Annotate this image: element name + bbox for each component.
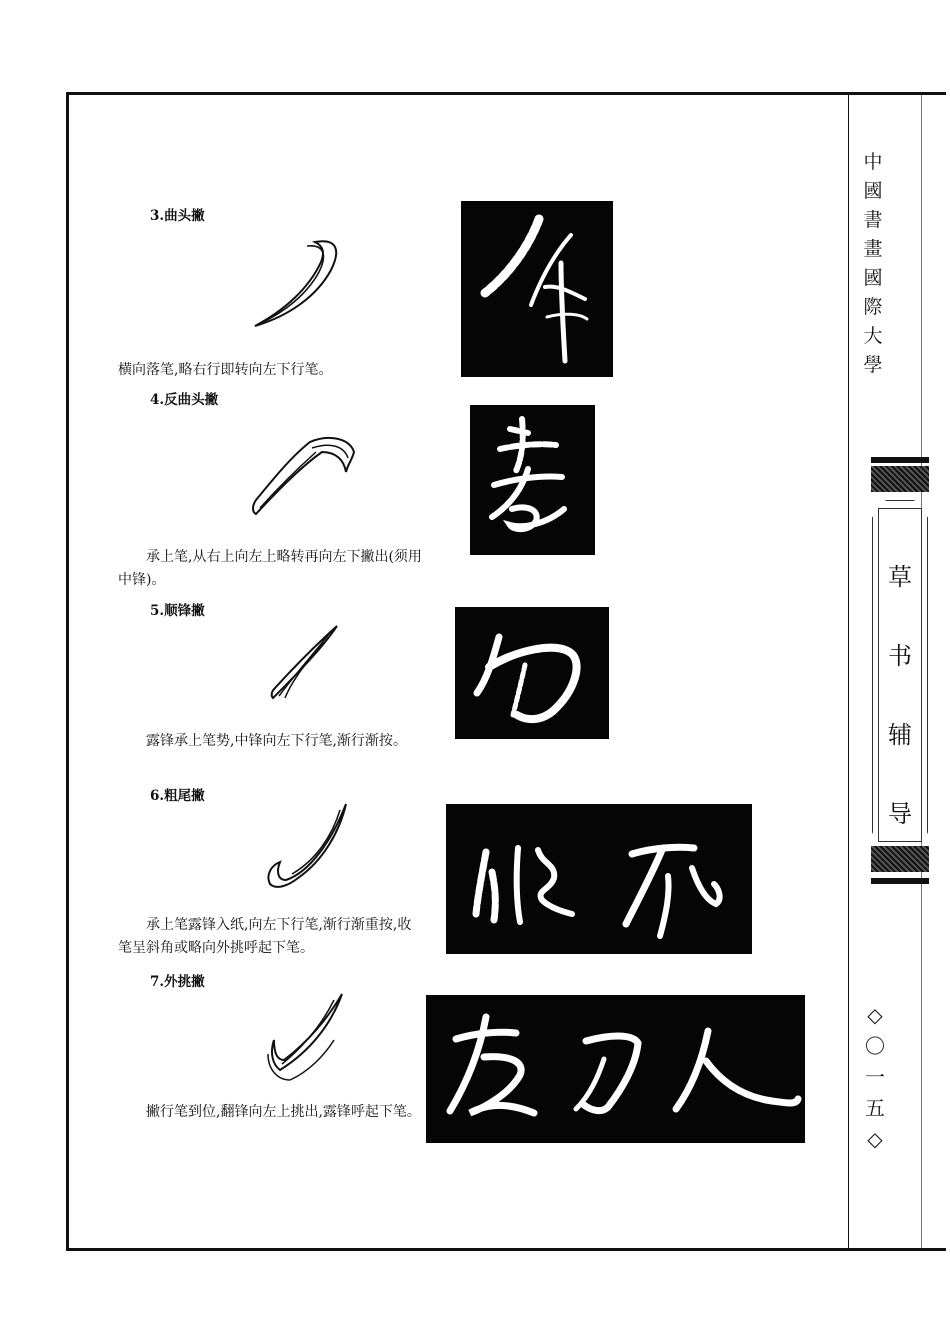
stroke-description: 露锋承上笔势,中锋向左下行笔,渐行渐按。	[146, 733, 407, 749]
series-title-char: 際	[863, 296, 883, 318]
stroke-description: 承上笔露锋入纸,向左下行笔,渐行渐重按,收笔呈斜角或略向外挑呼起下笔。	[118, 917, 412, 956]
series-title-char: 大	[863, 325, 883, 347]
calligraphy-sample-3	[455, 607, 609, 739]
page-number-ornament: ◇	[867, 1127, 883, 1151]
series-title-char: 學	[863, 354, 883, 376]
page-number-ornament: ◇	[867, 1003, 883, 1027]
calligraphy-sample-1	[461, 201, 613, 377]
stroke-diagram-smooth-tip	[265, 622, 345, 704]
section-title-char: 草	[888, 563, 912, 591]
stroke-diagram-curved-head	[245, 232, 345, 332]
stroke-heading: 4.反曲头撇	[150, 392, 219, 408]
section-title-char: 导	[888, 800, 912, 828]
section-title	[878, 538, 922, 854]
stroke-description: 横向落笔,略右行即转向左下行笔。	[118, 362, 333, 378]
ornament-band-bottom	[871, 878, 929, 884]
stroke-heading: 5.顺锋撇	[150, 603, 205, 619]
calligraphy-sample-4	[446, 804, 752, 954]
stroke-heading: 6.粗尾撇	[150, 788, 205, 804]
ornament-hatch-top	[871, 466, 929, 492]
stroke-heading: 3.曲头撇	[150, 208, 205, 224]
stroke-description: 承上笔,从右上向左上略转再向左下撇出(须用中锋)。	[118, 549, 422, 588]
sidebar-divider	[848, 95, 849, 1248]
stroke-diagram-reverse-curved-head	[250, 430, 360, 522]
page-number	[862, 1000, 888, 1155]
series-title	[858, 148, 888, 380]
series-title-char: 書	[863, 209, 883, 231]
stroke-description: 撇行笔到位,翻锋向左上挑出,露锋呼起下笔。	[146, 1104, 421, 1120]
page-number-digit: 五	[865, 1096, 885, 1120]
stroke-diagram-thick-tail	[262, 800, 354, 896]
series-title-char: 國	[863, 180, 883, 202]
series-title-char: 中	[863, 151, 883, 173]
calligraphy-sample-5	[426, 995, 805, 1143]
section-title-char: 辅	[888, 721, 912, 749]
calligraphy-sample-2	[470, 405, 595, 555]
stroke-heading: 7.外挑撇	[150, 974, 205, 990]
ornament-hatch-bottom	[871, 846, 929, 872]
page-number-digit: 一	[865, 1065, 885, 1089]
series-title-char: 畫	[863, 238, 883, 260]
section-title-char: 书	[888, 642, 912, 670]
ornament-band-top	[871, 457, 929, 463]
stroke-diagram-outward-flick	[262, 990, 348, 1086]
page-number-digit: 〇	[865, 1034, 885, 1058]
series-title-char: 國	[863, 267, 883, 289]
